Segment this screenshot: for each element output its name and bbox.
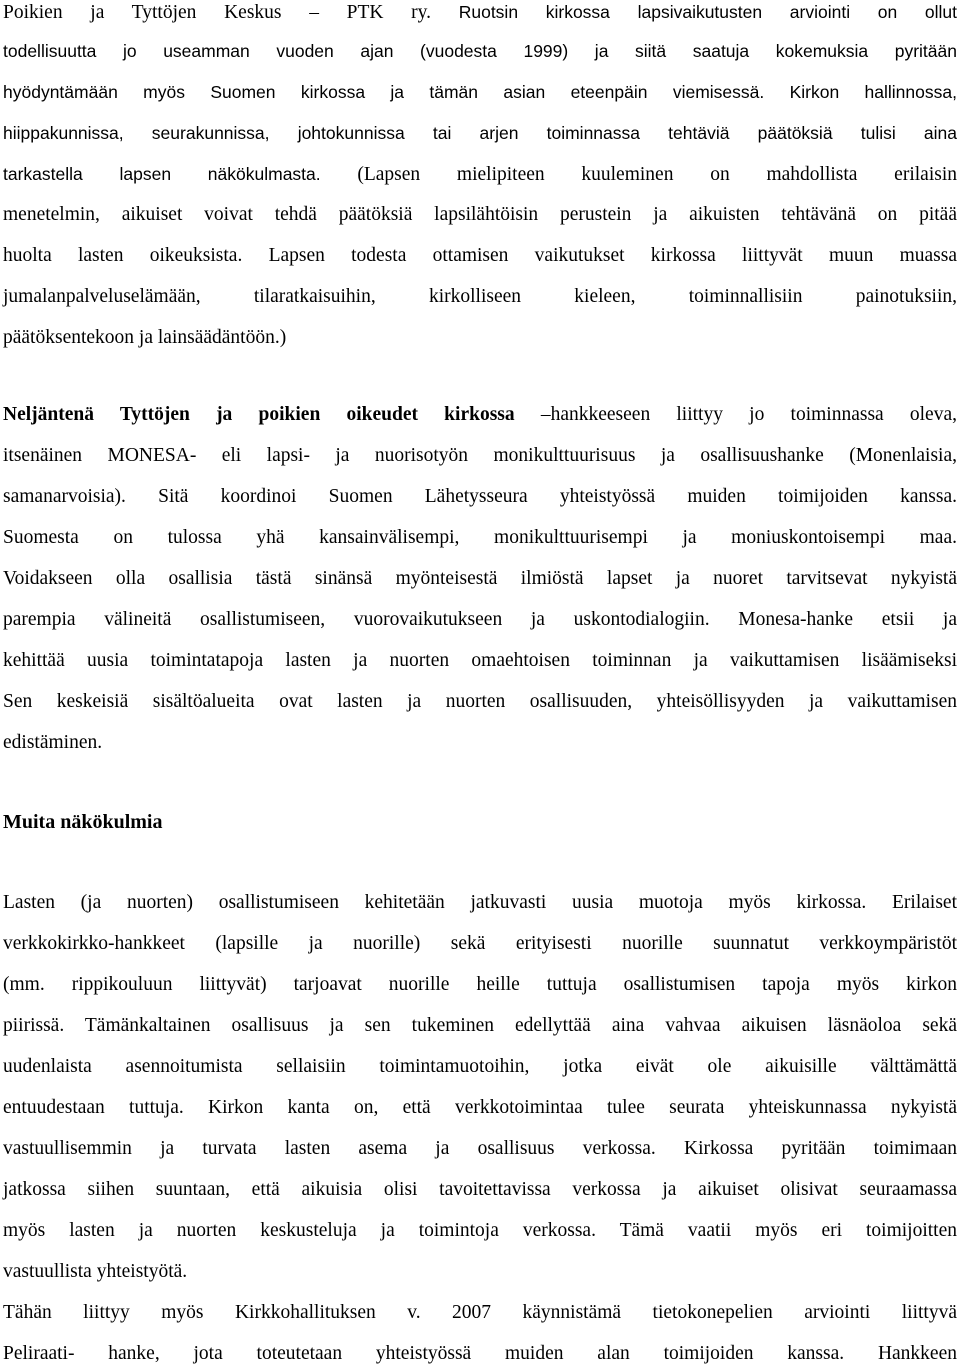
- paragraph-line: piirissä. Tämänkaltainen osallisuus ja sen tukeminen edellyttää aina vahvaa aikuisen läsnäoloa sekä: [3, 1015, 957, 1036]
- paragraph-line: Lasten (ja nuorten) osallistumiseen kehitetään jatkuvasti uusia muotoja myös kirkossa. Erilaiset: [3, 892, 957, 913]
- paragraph-line: jatkossa siihen suuntaan, että aikuisia olisi tavoitettavissa verkossa ja aikuiset olisivat seuraamassa: [3, 1179, 957, 1200]
- paragraph-line: Sen keskeisiä sisältöalueita ovat lasten ja nuorten osallisuuden, yhteisöllisyyden ja vaikuttamisen: [3, 691, 957, 712]
- paragraph-line: (mm. rippikouluun liittyvät) tarjoavat nuorille heille tuttuja osallistumisen tapoja myös kirkon: [3, 974, 957, 995]
- paragraph-line: [3, 159, 957, 189]
- paragraph-line: [3, 77, 957, 107]
- text-sans-run: hyödyntämään myös Suomen kirkossa ja tämän asian eteenpäin viemisessä.: [3, 82, 765, 102]
- paragraph-line: [3, 0, 957, 27]
- paragraph-line: parempia välineitä osallistumiseen, vuorovaikutukseen ja uskontodialogiin. Monesa-hanke etsii ja: [3, 609, 957, 630]
- paragraph-line: kehittää uusia toimintatapoja lasten ja nuorten omaehtoisen toiminnan ja vaikuttamisen lisäämiseksi: [3, 650, 957, 671]
- paragraph-line: [3, 400, 957, 430]
- paragraph-line: uudenlaista asennoitumista sellaisiin toimintamuotoihin, jotka eivät ole aikuisille välttämättä: [3, 1056, 957, 1077]
- paragraph-line: itsenäinen MONESA- eli lapsi- ja nuorisotyön monikulttuurisuus ja osallisuushanke (Monenlaisia,: [3, 445, 957, 466]
- paragraph-line: Voidakseen olla osallisia tästä sinänsä myönteisestä ilmiöstä lapset ja nuoret tarvitsevat nykyistä: [3, 568, 957, 589]
- paragraph-line: [3, 241, 957, 271]
- paragraph-line: edistäminen.: [3, 732, 103, 753]
- paragraph-line: entuudestaan tuttuja. Kirkon kanta on, että verkkotoimintaa tulee seurata yhteiskunnassa nykyistä: [3, 1097, 957, 1118]
- paragraph-line: menetelmin, aikuiset voivat tehdä päätöksiä lapsilähtöisin perustein ja aikuisten tehtävänä on pitää: [3, 204, 957, 225]
- paragraph-line: todellisuutta jo useamman vuoden ajan (vuodesta 1999) ja siitä saatuja kokemuksia pyritään: [3, 41, 957, 61]
- bold-lead-text: Neljäntenä Tyttöjen ja poikien oikeudet kirkossa: [3, 404, 515, 425]
- text-sans-run: tarkastella lapsen näkökulmasta.: [3, 164, 321, 184]
- paragraph-line: hiippakunnissa, seurakunnissa, johtokunnissa tai arjen toiminnassa tehtäviä päätöksiä tulisi aina: [3, 123, 957, 143]
- text-serif-run: (Lapsen mielipiteen kuuleminen on mahdollista erilaisin: [357, 164, 957, 185]
- text-serif-run: Poikien ja Tyttöjen Keskus – PTK ry.: [3, 2, 432, 23]
- text-serif-run: Lapsen todesta ottamisen vaikutukset kirkossa liittyvät muun muassa: [268, 245, 958, 266]
- text-sans-run: Ruotsin kirkossa lapsivaikutusten arviointi on ollut: [458, 2, 958, 22]
- paragraph-line: vastuullista yhteistyötä.: [3, 1261, 188, 1282]
- paragraph-line: myös lasten ja nuorten keskusteluja ja toimintoja verkossa. Tämä vaatii myös eri toimijoitten: [3, 1220, 957, 1241]
- paragraph-line: jumalanpalveluselämään, tilaratkaisuihin, kirkolliseen kieleen, toiminnallisiin painotuksiin,: [3, 286, 957, 307]
- text-sans-run: Kirkon hallinnossa,: [789, 82, 957, 102]
- paragraph-line: Peliraati- hanke, jota toteutetaan yhteistyössä muiden alan toimijoiden kanssa. Hankkeen: [3, 1343, 957, 1364]
- paragraph-line: samanarvoisia). Sitä koordinoi Suomen Lähetysseura yhteistyössä muiden toimijoiden kanssa.: [3, 486, 957, 507]
- paragraph-line: Suomesta on tulossa yhä kansainvälisempi, monikulttuurisempi ja moniuskontoisempi maa.: [3, 527, 957, 548]
- paragraph-line: verkkokirkko-hankkeet (lapsille ja nuorille) sekä erityisesti nuorille suunnatut verkkoympäristöt: [3, 933, 957, 954]
- section-heading: Muita näkökulmia: [3, 811, 163, 833]
- text-serif-run: –hankkeeseen liittyy jo toiminnassa oleva,: [540, 404, 957, 425]
- text-serif-run: huolta lasten oikeuksista.: [3, 245, 243, 266]
- paragraph-line: vastuullisemmin ja turvata lasten asema ja osallisuus verkossa. Kirkossa pyritään toimimaan: [3, 1138, 957, 1159]
- paragraph-line: Tähän liittyy myös Kirkkohallituksen v. 2007 käynnistämä tietokonepelien arviointi liittyvä: [3, 1302, 957, 1323]
- paragraph-line: päätöksentekoon ja lainsäädäntöön.): [3, 327, 287, 348]
